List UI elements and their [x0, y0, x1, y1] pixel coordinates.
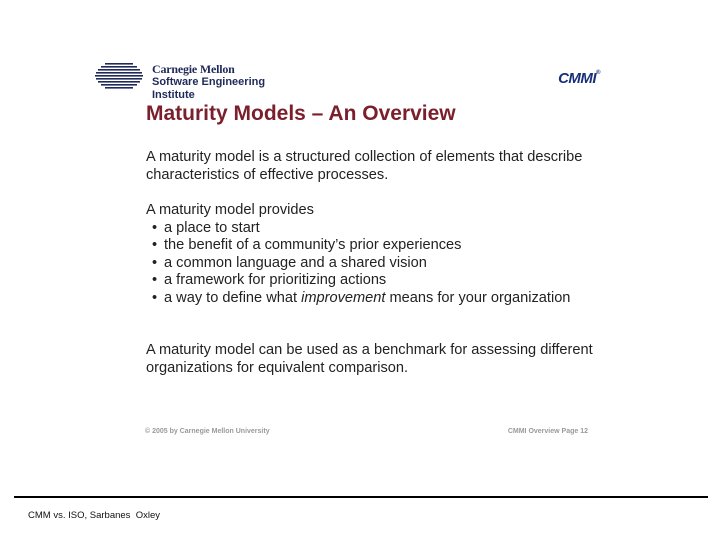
- list-item: [146, 255, 596, 273]
- bullet-text-pre: a way to define what: [164, 289, 302, 306]
- sei-striped-logo-icon: [95, 62, 145, 92]
- bullet-list: [146, 220, 596, 308]
- intro-paragraph: A maturity model is a structured collection of elements that describe characteristics of effective processes.: [146, 149, 583, 183]
- bullet-icon: •: [152, 219, 158, 236]
- cmmi-logo: [558, 70, 600, 87]
- list-item: [146, 237, 596, 255]
- bullet-icon: •: [152, 272, 158, 288]
- sei-line2: Software Engineering Institute: [152, 76, 266, 101]
- sei-logo: [95, 60, 305, 101]
- provides-block: [146, 202, 596, 307]
- slide: [90, 52, 600, 447]
- registered-mark: ®: [596, 70, 600, 76]
- slide-title: Maturity Models – An Overview: [146, 102, 456, 125]
- bullet-text: a framework for prioritizing actions: [164, 272, 387, 288]
- provides-heading: A maturity model provides: [146, 202, 314, 218]
- bullet-icon: •: [152, 237, 158, 253]
- closing-paragraph: A maturity model can be used as a benchmark for assessing different organizations for equivalent comparison.: [146, 342, 593, 376]
- sei-wordmark: [152, 63, 305, 102]
- page-caption: CMM vs. ISO, Sarbanes Oxley: [28, 510, 160, 521]
- copyright-footer: © 2005 by Carnegie Mellon University: [145, 428, 270, 435]
- bullet-text: a common language and a shared vision: [164, 254, 427, 271]
- bullet-icon: •: [152, 289, 158, 306]
- bullet-text-emphasis: improvement: [301, 289, 386, 306]
- bullet-text: a place to start: [164, 219, 260, 236]
- list-item: [146, 220, 596, 238]
- divider: [14, 496, 708, 498]
- bullet-text-post: means for your organization: [385, 289, 571, 306]
- page-footer: CMMI Overview Page 12: [507, 428, 588, 435]
- bullet-text: the benefit of a community’s prior experiences: [164, 237, 462, 253]
- cmmi-logo-text: CMMI: [558, 70, 597, 87]
- list-item: [146, 272, 596, 290]
- sei-line1: Carnegie Mellon: [152, 62, 235, 76]
- list-item: [146, 290, 596, 308]
- bullet-icon: •: [152, 254, 158, 271]
